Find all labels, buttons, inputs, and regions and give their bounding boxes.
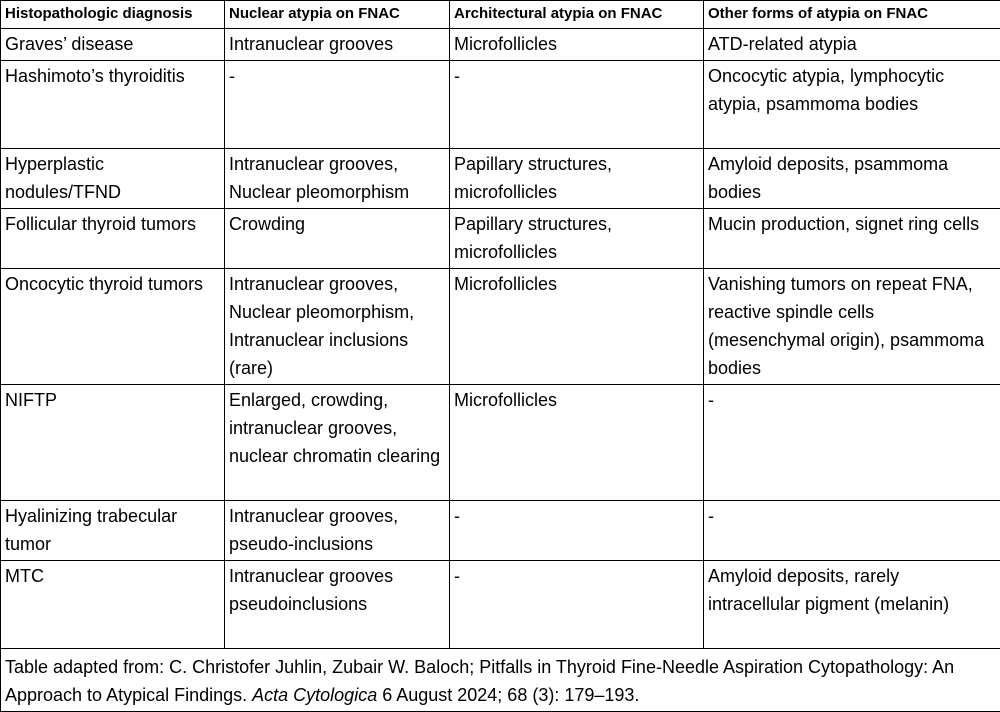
footnote-row (1, 649, 1000, 712)
cell-other: - (704, 501, 1000, 561)
cell-diagnosis: Graves’ disease (1, 29, 225, 61)
table-row (1, 561, 1000, 649)
cell-diagnosis: NIFTP (1, 385, 225, 501)
cell-architectural: Papillary structures, microfollicles (450, 209, 704, 269)
table-row (1, 269, 1000, 385)
cell-architectural: Papillary structures, microfollicles (450, 149, 704, 209)
cell-nuclear: - (225, 61, 450, 149)
cell-other: Amyloid deposits, rarely intracellular pigment (melanin) (704, 561, 1000, 649)
cell-nuclear: Intranuclear grooves, Nuclear pleomorphism (225, 149, 450, 209)
table-row (1, 29, 1000, 61)
cell-architectural: Microfollicles (450, 29, 704, 61)
cell-other: - (704, 385, 1000, 501)
cell-other: ATD-related atypia (704, 29, 1000, 61)
header-nuclear-atypia: Nuclear atypia on FNAC (225, 1, 450, 29)
table-row (1, 61, 1000, 149)
cell-diagnosis: Hashimoto’s thyroiditis (1, 61, 225, 149)
cell-nuclear: Intranuclear grooves, pseudo-inclusions (225, 501, 450, 561)
cell-nuclear: Enlarged, crowding, intranuclear grooves, nuclear chromatin clearing (225, 385, 450, 501)
cell-nuclear: Crowding (225, 209, 450, 269)
cell-other: Amyloid deposits, psammoma bodies (704, 149, 1000, 209)
table-row (1, 385, 1000, 501)
footnote-suffix: 6 August 2024; 68 (3): 179–193. (377, 685, 639, 705)
cell-other: Mucin production, signet ring cells (704, 209, 1000, 269)
table-footnote (1, 649, 1000, 712)
cell-nuclear: Intranuclear grooves, Nuclear pleomorphism, Intranuclear inclusions (rare) (225, 269, 450, 385)
header-histopathologic-diagnosis: Histopathologic diagnosis (1, 1, 225, 29)
cell-architectural: - (450, 501, 704, 561)
cell-architectural: Microfollicles (450, 269, 704, 385)
footnote-prefix: Table adapted from: C. Christofer Juhlin, Zubair W. Baloch; Pitfalls in Thyroid Fine-Needle Aspiration Cytopathology: An Approach to Atypical Findings. (5, 657, 954, 705)
header-other-atypia: Other forms of atypia on FNAC (704, 1, 1000, 29)
cell-other: Oncocytic atypia, lymphocytic atypia, psammoma bodies (704, 61, 1000, 149)
table-row (1, 501, 1000, 561)
cell-other: Vanishing tumors on repeat FNA, reactive spindle cells (mesenchymal origin), psammoma bodies (704, 269, 1000, 385)
cell-architectural: - (450, 61, 704, 149)
cell-architectural: Microfollicles (450, 385, 704, 501)
header-architectural-atypia: Architectural atypia on FNAC (450, 1, 704, 29)
cell-diagnosis: Oncocytic thyroid tumors (1, 269, 225, 385)
cell-nuclear: Intranuclear grooves (225, 29, 450, 61)
table-row (1, 149, 1000, 209)
table-row (1, 209, 1000, 269)
footnote-journal: Acta Cytologica (252, 685, 377, 705)
cell-diagnosis: MTC (1, 561, 225, 649)
cell-diagnosis: Follicular thyroid tumors (1, 209, 225, 269)
table-header-row (1, 1, 1000, 29)
cell-diagnosis: Hyalinizing trabecular tumor (1, 501, 225, 561)
cell-diagnosis: Hyperplastic nodules/TFND (1, 149, 225, 209)
cell-architectural: - (450, 561, 704, 649)
cell-nuclear: Intranuclear grooves pseudoinclusions (225, 561, 450, 649)
